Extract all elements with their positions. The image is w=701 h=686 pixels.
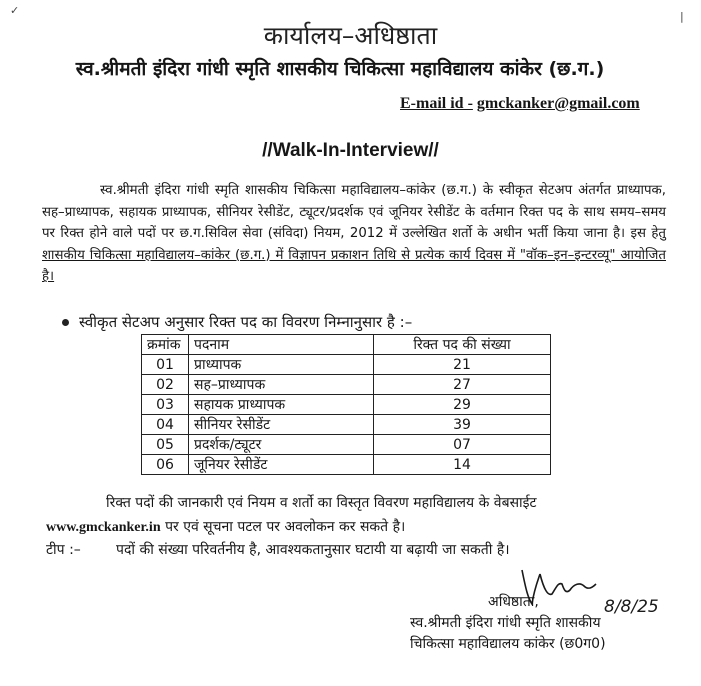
- table-row: [142, 375, 551, 395]
- email-line: [400, 95, 640, 113]
- intro-text-part2: शासकीय चिकित्सा महाविद्यालय–कांकेर (छ.ग.) में विज्ञापन प्रकाशन तिथि से प्रत्येक कार्य दिवस में "वॉक–इन–इन्टरव्यू" आयोजित है।: [42, 247, 666, 284]
- bullet-text: स्वीकृत सेटअप अनुसार रिक्त पद का विवरण निम्नानुसार है :–: [79, 313, 413, 331]
- page-heading: //Walk-In-Interview//: [262, 140, 439, 161]
- note-text: पदों की संख्या परिवर्तनीय है, आवश्यकतानुसार घटायी या बढ़ायी जा सकती है।: [116, 542, 510, 558]
- table-row: [142, 415, 551, 435]
- bullet-icon: [62, 319, 69, 326]
- info-line1: रिक्त पदों की जानकारी एवं नियम व शर्तो का विस्तृत विवरण महाविद्यालय के वेबसाईट: [106, 495, 537, 511]
- row-no: 05: [142, 435, 189, 455]
- table-row: [142, 395, 551, 415]
- signature-date: 8/8/25: [604, 597, 659, 617]
- email-value: gmckanker@gmail.com: [476, 95, 640, 112]
- signatory-block: [410, 592, 606, 655]
- row-post: प्राध्यापक: [189, 355, 374, 375]
- bullet-line: [62, 312, 412, 332]
- college-name: स्व.श्रीमती इंदिरा गांधी स्मृति शासकीय चिकित्सा महाविद्यालय कांकेर (छ.ग.): [75, 58, 605, 80]
- table-row: [142, 355, 551, 375]
- row-post: जूनियर रेसीडेंट: [189, 455, 374, 475]
- intro-text-part1: स्व.श्रीमती इंदिरा गांधी स्मृति शासकीय चिकित्सा महाविद्यालय–कांकेर (छ.ग.) के स्वीकृत सेटअप अंतर्गत प्राध्यापक, सह–प्राध्यापक, सहायक प्राध्यापक, सीनियर रेसीडेंट, ट्यूटर/प्रदर्शक एवं जूनियर रेसीडेंट के वर्तमान रिक्त पद के साथ समय–समय पर रिक्त होने वाले पदों पर छ.ग.सिविल सेवा (संविदा) नियम, 2012 में उल्लेखित शर्तो के अधीन भर्ती किया जाना है। इस हेतु: [42, 183, 666, 241]
- website-link[interactable]: www.gmckanker.in: [46, 520, 161, 535]
- info-paragraph: [46, 491, 666, 540]
- row-no: 06: [142, 455, 189, 475]
- row-no: 03: [142, 395, 189, 415]
- intro-paragraph: [42, 180, 666, 288]
- row-count: 27: [374, 375, 551, 395]
- row-count: 29: [374, 395, 551, 415]
- signatory-line3: चिकित्सा महाविद्यालय कांकेर (छ0ग0): [410, 636, 606, 652]
- office-title: कार्यालय–अधिष्ठाता: [263, 21, 438, 50]
- scan-mark-left: ✓: [10, 4, 20, 17]
- row-no: 01: [142, 355, 189, 375]
- row-count: 07: [374, 435, 551, 455]
- row-post: सहायक प्राध्यापक: [189, 395, 374, 415]
- email-label: E-mail id -: [400, 95, 473, 112]
- row-count: 39: [374, 415, 551, 435]
- signatory-title: अधिष्ठाता,: [488, 594, 539, 610]
- row-no: 02: [142, 375, 189, 395]
- signatory-line2: स्व.श्रीमती इंदिरा गांधी स्मृति शासकीय: [410, 615, 601, 631]
- row-count: 21: [374, 355, 551, 375]
- table-header-row: [142, 335, 551, 355]
- table-row: [142, 435, 551, 455]
- header-post: पदनाम: [189, 335, 374, 355]
- info-line2: पर एवं सूचना पटल पर अवलोकन कर सकते है।: [165, 519, 406, 535]
- vacancy-table: [141, 334, 551, 475]
- note-line: [46, 540, 510, 559]
- row-no: 04: [142, 415, 189, 435]
- header-count: रिक्त पद की संख्या: [374, 335, 551, 355]
- row-post: प्रदर्शक/ट्यूटर: [189, 435, 374, 455]
- row-count: 14: [374, 455, 551, 475]
- table-row: [142, 455, 551, 475]
- note-label: टीप :–: [46, 542, 81, 558]
- row-post: सीनियर रेसीडेंट: [189, 415, 374, 435]
- header-no: क्रमांक: [142, 335, 189, 355]
- scan-mark-right: |: [680, 10, 684, 23]
- row-post: सह–प्राध्यापक: [189, 375, 374, 395]
